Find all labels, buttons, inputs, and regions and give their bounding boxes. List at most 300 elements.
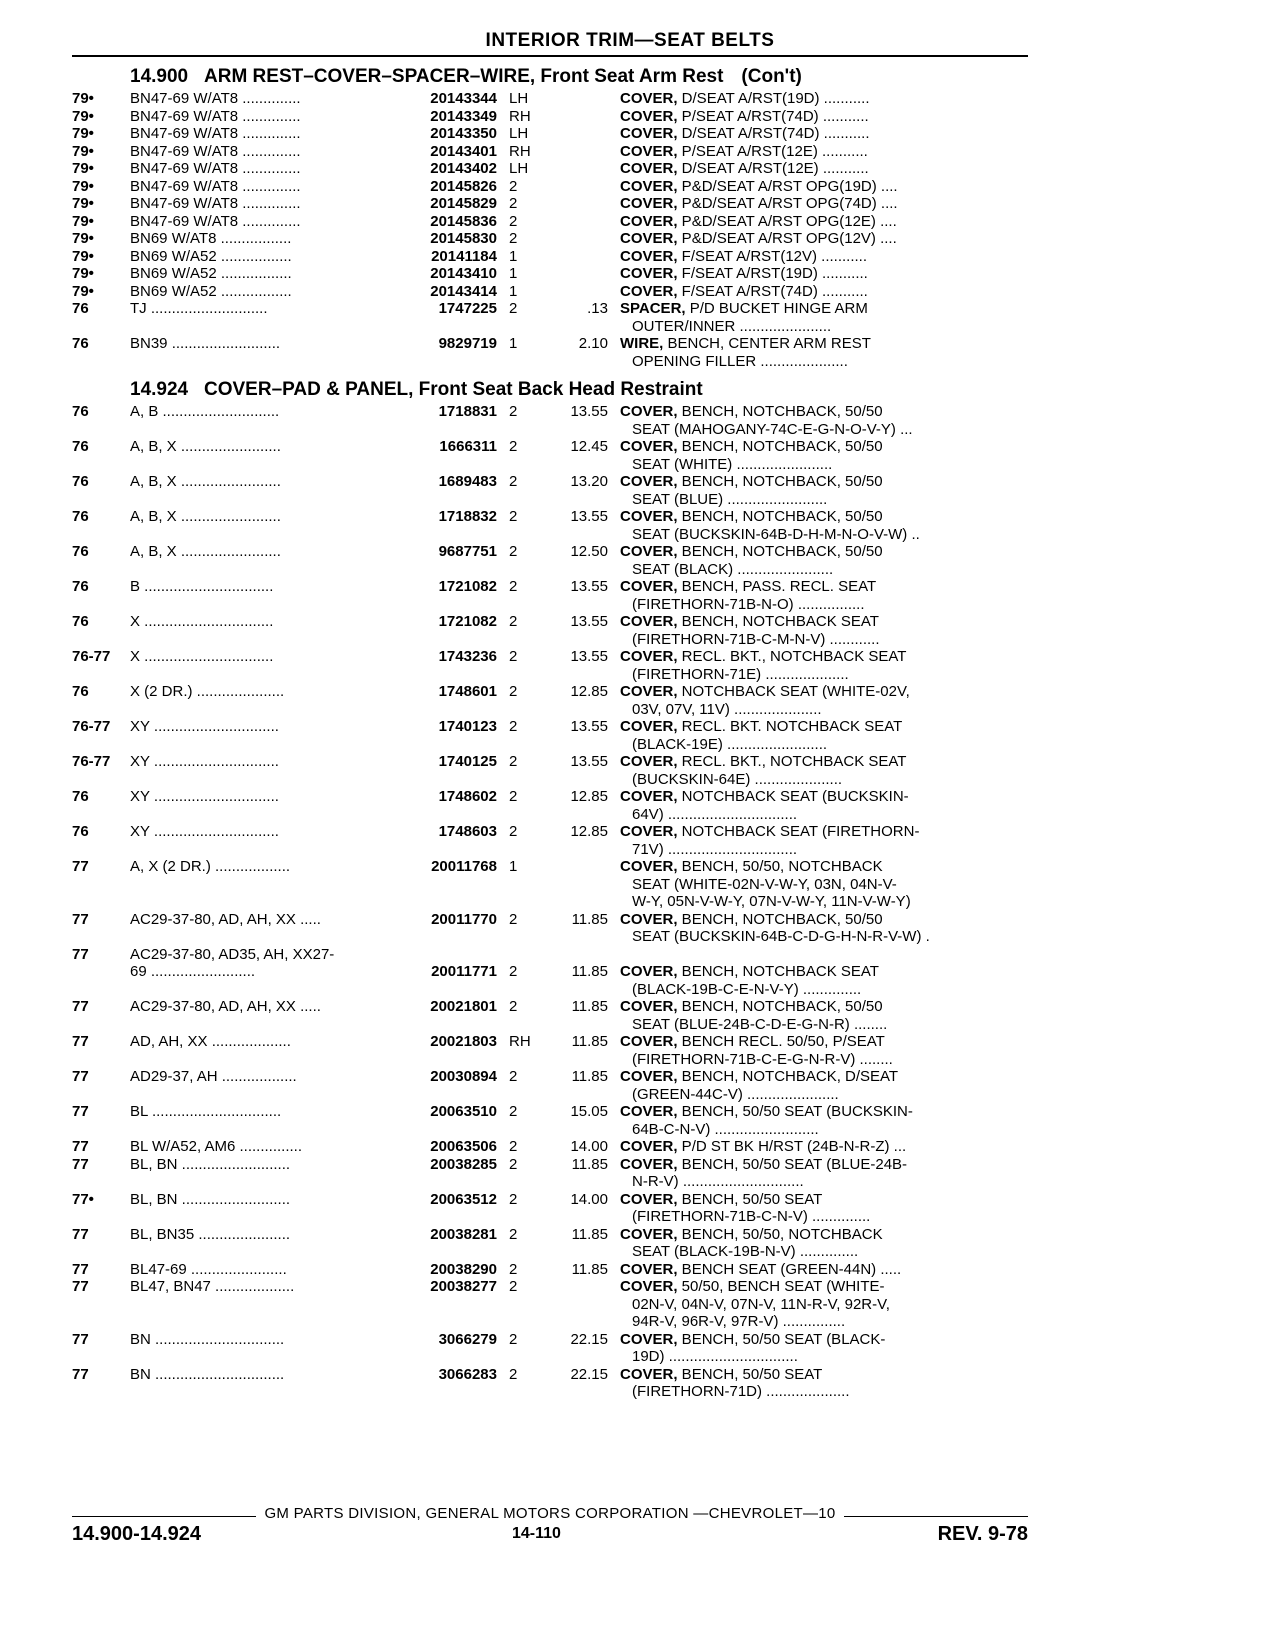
- description-text: F/SEAT A/RST(12V) ...........: [677, 247, 868, 265]
- quantity: 2: [509, 212, 518, 230]
- description-line: [620, 858, 1028, 876]
- description: [620, 1033, 1028, 1068]
- figure-number: [72, 963, 130, 998]
- description-line: [620, 213, 1028, 231]
- parts-row: [72, 613, 1028, 648]
- parts-row: [72, 998, 1028, 1033]
- part-number: 1740125: [438, 753, 497, 770]
- quantity: 2: [509, 543, 518, 560]
- description-line: [620, 143, 1028, 161]
- model-code: BN47-69 W/AT8 ..............: [130, 212, 301, 230]
- description-text: SEAT (BLACK) .......................: [632, 560, 834, 578]
- parts-row: [72, 335, 1028, 370]
- description-keyword: COVER,: [620, 718, 678, 735]
- figure-number: 77: [72, 1033, 89, 1050]
- parts-row: [72, 753, 1028, 788]
- description-line: [620, 1103, 1028, 1121]
- price: [550, 160, 620, 178]
- description: [620, 248, 1028, 266]
- description-keyword: COVER,: [620, 230, 678, 247]
- description: [620, 473, 1028, 508]
- part-number: 20063512: [430, 1190, 497, 1208]
- quantity: LH: [509, 125, 529, 142]
- model-code: AD, AH, XX ...................: [130, 1033, 291, 1050]
- section-title-label: COVER–PAD & PANEL, Front Seat Back Head Restraint: [204, 379, 703, 400]
- quantity: 1: [509, 858, 518, 875]
- description-text: 02N-V, 04N-V, 07N-V, 11N-R-V, 92R-V,: [632, 1295, 890, 1313]
- figure-number: 76-77: [72, 648, 111, 665]
- description: [620, 300, 1028, 335]
- description-line: [620, 265, 1028, 283]
- description-line: [620, 1191, 1028, 1209]
- figure-number: 77: [72, 998, 89, 1015]
- description-text: 64V) ...............................: [632, 805, 798, 823]
- figure-number: 79•: [72, 107, 94, 125]
- model-code: XY ..............................: [130, 753, 279, 770]
- footer-page-number: 14-110: [512, 1525, 561, 1542]
- quantity: 2: [509, 998, 518, 1015]
- description-line: [620, 928, 1028, 946]
- description: [620, 195, 1028, 213]
- description-keyword: COVER,: [620, 543, 678, 560]
- description-keyword: COVER,: [620, 858, 678, 875]
- description-line: [620, 195, 1028, 213]
- page-header-title: INTERIOR TRIM—SEAT BELTS: [485, 30, 775, 51]
- figure-number: 77: [72, 945, 89, 963]
- description-keyword: COVER,: [620, 998, 678, 1015]
- description-text: SEAT (BLACK-19B-N-V) ..............: [632, 1243, 859, 1260]
- description-keyword: COVER,: [620, 963, 678, 980]
- price: [550, 195, 620, 213]
- description-text: BENCH, NOTCHBACK SEAT: [677, 963, 879, 980]
- model-code: BN47-69 W/AT8 ..............: [130, 107, 301, 125]
- quantity: 2: [509, 473, 518, 490]
- description-line: [620, 1086, 1028, 1104]
- description-text: BENCH, 50/50 SEAT (BLUE-24B-: [677, 1155, 908, 1173]
- description-line: [620, 561, 1028, 579]
- quantity: 2: [509, 438, 518, 455]
- description-text: SEAT (BUCKSKIN-64B-D-H-M-N-O-V-W) ..: [632, 525, 920, 543]
- description: [620, 946, 1028, 964]
- description-keyword: COVER,: [620, 142, 678, 160]
- description-text: BENCH RECL. 50/50, P/SEAT: [677, 1033, 885, 1050]
- description-text: (FIRETHORN-71E) ....................: [632, 665, 849, 683]
- figure-number: 79•: [72, 177, 94, 195]
- price: 12.50: [570, 543, 608, 560]
- parts-row: [72, 473, 1028, 508]
- description-line: [620, 90, 1028, 108]
- quantity: RH: [509, 1033, 531, 1050]
- description: [620, 1278, 1028, 1331]
- description-keyword: COVER,: [620, 107, 678, 125]
- price: 13.55: [570, 508, 608, 525]
- quantity: 1: [509, 335, 518, 352]
- price: [550, 213, 620, 231]
- description-line: [620, 911, 1028, 929]
- part-number: 1748601: [438, 683, 497, 700]
- sections-container: [72, 63, 1028, 1401]
- quantity: 1: [509, 265, 518, 282]
- description-line: [620, 893, 1028, 911]
- price: [550, 248, 620, 266]
- price: 11.85: [571, 1033, 608, 1050]
- model-code: BN ...............................: [130, 1330, 285, 1348]
- parts-row: [72, 508, 1028, 543]
- price: 13.55: [570, 753, 608, 770]
- description-text: P&D/SEAT A/RST OPG(19D) ....: [677, 177, 898, 195]
- parts-row: [72, 683, 1028, 718]
- parts-row: [72, 125, 1028, 143]
- description-text: W-Y, 05N-V-W-Y, 07N-V-W-Y, 11N-V-W-Y): [632, 893, 911, 910]
- description-keyword: COVER,: [620, 403, 678, 420]
- quantity: [505, 946, 550, 964]
- description-keyword: COVER,: [620, 683, 678, 700]
- model-code: AC29-37-80, AD, AH, XX .....: [130, 998, 321, 1015]
- parts-row: [72, 543, 1028, 578]
- description: [620, 160, 1028, 178]
- parts-row: [72, 1156, 1028, 1191]
- price: [550, 230, 620, 248]
- description-keyword: COVER,: [620, 1138, 678, 1155]
- description-line: [620, 421, 1028, 439]
- price: [550, 178, 620, 196]
- figure-number: 79•: [72, 265, 94, 282]
- description-text: BENCH, NOTCHBACK, 50/50: [677, 910, 883, 928]
- figure-number: 79•: [72, 142, 94, 160]
- description-keyword: COVER,: [620, 508, 678, 525]
- part-number: 20011770: [431, 910, 497, 928]
- parts-row: [72, 578, 1028, 613]
- quantity: 2: [509, 578, 518, 595]
- description-line: [620, 248, 1028, 266]
- footer-division: GM PARTS DIVISION, GENERAL MOTORS CORPORATION —CHEVROLET—10: [264, 1504, 836, 1522]
- description-text: BENCH, CENTER ARM REST: [663, 335, 871, 352]
- model-code: A, B, X ........................: [130, 543, 281, 560]
- part-number: 1747225: [438, 300, 497, 317]
- description-text: 71V) ...............................: [632, 840, 798, 858]
- description-text: (FIRETHORN-71B-C-M-N-V) ............: [632, 630, 880, 648]
- price: [550, 858, 620, 911]
- description-line: [620, 1121, 1028, 1139]
- description-line: [620, 876, 1028, 894]
- quantity: 2: [509, 823, 518, 840]
- price: 11.85: [571, 910, 608, 928]
- description-text: BENCH, 50/50 SEAT: [677, 1190, 823, 1208]
- description-keyword: COVER,: [620, 613, 678, 630]
- description-text: BENCH, NOTCHBACK, 50/50: [677, 543, 883, 560]
- description-text: BENCH, NOTCHBACK, D/SEAT: [677, 1068, 899, 1085]
- part-number: 20021803: [430, 1033, 497, 1050]
- footer-section-range: 14.900-14.924: [72, 1523, 202, 1545]
- model-code: BL47-69 .......................: [130, 1260, 287, 1278]
- part-number: 20145829: [430, 195, 497, 212]
- parts-row: [72, 213, 1028, 231]
- description-text: (FIRETHORN-71D) ....................: [632, 1383, 850, 1400]
- part-number: 20011771: [431, 963, 497, 980]
- description-line: [620, 666, 1028, 684]
- description-text: 94R-V, 96R-V, 97R-V) ...............: [632, 1313, 846, 1330]
- description: [620, 1366, 1028, 1401]
- parts-row: [72, 108, 1028, 126]
- price: [550, 108, 620, 126]
- description-line: [620, 353, 1028, 371]
- figure-number: 79•: [72, 125, 94, 142]
- description-line: [620, 981, 1028, 999]
- figure-number: 77: [72, 1155, 89, 1173]
- parts-row: [72, 1331, 1028, 1366]
- description-text: (BLACK-19B-C-E-N-V-Y) ..............: [632, 980, 862, 998]
- description-text: BENCH, PASS. RECL. SEAT: [677, 578, 877, 595]
- description-line: [620, 1243, 1028, 1261]
- description-line: [620, 300, 1028, 318]
- description-text: SEAT (WHITE) .......................: [632, 455, 833, 473]
- description-line: [620, 125, 1028, 143]
- section-title-text: [204, 376, 1028, 403]
- parts-row: [72, 265, 1028, 283]
- model-code: AC29-37-80, AD, AH, XX .....: [130, 910, 321, 928]
- description-line: [620, 1051, 1028, 1069]
- model-code: BN47-69 W/AT8 ..............: [130, 125, 301, 142]
- figure-number: 76: [72, 473, 89, 490]
- description-line: [620, 230, 1028, 248]
- part-number: [400, 946, 505, 964]
- parts-row: [72, 248, 1028, 266]
- description-keyword: COVER,: [620, 1068, 678, 1085]
- part-number: 20038277: [430, 1278, 497, 1295]
- quantity: 1: [509, 282, 518, 300]
- description-text: P&D/SEAT A/RST OPG(12E) ....: [677, 212, 897, 230]
- description-line: [620, 631, 1028, 649]
- description-keyword: COVER,: [620, 195, 678, 212]
- parts-row: [72, 858, 1028, 911]
- figure-number: 79•: [72, 247, 94, 265]
- description-text: P/SEAT A/RST(74D) ...........: [677, 107, 869, 125]
- figure-number: 76: [72, 788, 89, 805]
- page-footer: [72, 1503, 1028, 1545]
- description-line: [620, 1016, 1028, 1034]
- parts-row: [72, 90, 1028, 108]
- parts-row: [72, 160, 1028, 178]
- description-keyword: COVER,: [620, 265, 678, 282]
- description: [620, 108, 1028, 126]
- footer-division-line: [72, 1503, 1028, 1523]
- description: [620, 1261, 1028, 1279]
- description-text: BENCH, 50/50 SEAT (BUCKSKIN-: [677, 1103, 913, 1120]
- description-keyword: COVER,: [620, 1330, 678, 1348]
- description: [620, 1103, 1028, 1138]
- description: [620, 265, 1028, 283]
- description-line: [620, 456, 1028, 474]
- model-code: BN69 W/AT8 .................: [130, 230, 292, 247]
- model-code: BN39 ..........................: [130, 335, 281, 352]
- quantity: 2: [509, 718, 518, 735]
- parts-row: [72, 1261, 1028, 1279]
- description: [620, 403, 1028, 438]
- figure-number: 76: [72, 438, 89, 455]
- description-text: BENCH, 50/50 SEAT: [677, 1365, 823, 1383]
- price: 14.00: [570, 1190, 608, 1208]
- price: 13.55: [570, 648, 608, 665]
- header-rule: [72, 55, 1028, 57]
- model-code: BL47, BN47 ...................: [130, 1278, 295, 1295]
- description-keyword: COVER,: [620, 1278, 678, 1295]
- quantity: RH: [509, 107, 531, 125]
- description-keyword: COVER,: [620, 753, 678, 770]
- description: [620, 1191, 1028, 1226]
- parts-row: [72, 911, 1028, 946]
- model-code: A, B ............................: [130, 403, 280, 420]
- footer-rule-right: [844, 1516, 1028, 1517]
- part-number: 20141184: [431, 247, 497, 265]
- parts-row: [72, 1068, 1028, 1103]
- price: [550, 1278, 620, 1331]
- parts-row: [72, 1033, 1028, 1068]
- description-line: [620, 841, 1028, 859]
- footer-rule-left: [72, 1516, 256, 1517]
- part-number: 20143349: [430, 107, 497, 125]
- description-text: RECL. BKT., NOTCHBACK SEAT: [677, 648, 907, 665]
- figure-number: 77: [72, 1278, 89, 1295]
- quantity: 2: [509, 1260, 518, 1278]
- description-keyword: COVER,: [620, 578, 678, 595]
- part-number: 1689483: [438, 473, 497, 490]
- price: 12.85: [570, 823, 608, 840]
- model-code: A, B, X ........................: [130, 473, 281, 490]
- description-line: [620, 160, 1028, 178]
- part-number: 3066279: [438, 1330, 497, 1348]
- figure-number: 76: [72, 300, 89, 317]
- description-line: [620, 283, 1028, 301]
- description-keyword: COVER,: [620, 1365, 678, 1383]
- parts-row: [72, 195, 1028, 213]
- model-code: BL, BN ..........................: [130, 1190, 291, 1208]
- section-heading: [72, 376, 1028, 403]
- parts-row: [72, 403, 1028, 438]
- figure-number: 79•: [72, 90, 94, 107]
- model-code: BN47-69 W/AT8 ..............: [130, 177, 301, 195]
- description-text: D/SEAT A/RST(19D) ...........: [677, 90, 870, 107]
- description-text: OUTER/INNER ......................: [632, 317, 832, 335]
- model-code: BN ...............................: [130, 1365, 285, 1383]
- description-keyword: COVER,: [620, 823, 678, 840]
- description-text: RECL. BKT., NOTCHBACK SEAT: [677, 753, 907, 770]
- model-code: BN47-69 W/AT8 ..............: [130, 142, 301, 160]
- part-number: 20021801: [430, 998, 497, 1015]
- price: [550, 283, 620, 301]
- model-code: AD29-37, AH ..................: [130, 1068, 297, 1085]
- figure-number: 77: [72, 1068, 89, 1085]
- description-text: F/SEAT A/RST(74D) ...........: [677, 282, 868, 300]
- figure-number: 77: [72, 1330, 89, 1348]
- description: [620, 1138, 1028, 1156]
- figure-number: 77: [72, 1225, 89, 1243]
- model-code: A, X (2 DR.) ..................: [130, 858, 291, 875]
- description-text: P&D/SEAT A/RST OPG(74D) ....: [677, 195, 898, 212]
- price: 12.85: [570, 788, 608, 805]
- description: [620, 613, 1028, 648]
- description-line: [620, 335, 1028, 353]
- description: [620, 143, 1028, 161]
- description-line: [620, 718, 1028, 736]
- description-text: NOTCHBACK SEAT (WHITE-02V,: [677, 683, 910, 700]
- description-line: [620, 1226, 1028, 1244]
- description-keyword: COVER,: [620, 438, 678, 455]
- description: [620, 1226, 1028, 1261]
- description-line: [620, 543, 1028, 561]
- description: [620, 1156, 1028, 1191]
- part-number: 20038285: [430, 1155, 497, 1173]
- part-number: 20145830: [430, 230, 497, 247]
- parts-row: [72, 283, 1028, 301]
- description-line: [620, 1208, 1028, 1226]
- figure-number: 76-77: [72, 718, 111, 735]
- model-code: XY ..............................: [130, 718, 279, 735]
- description-keyword: COVER,: [620, 282, 678, 300]
- price: 14.00: [570, 1138, 608, 1155]
- price: 11.85: [571, 1068, 608, 1085]
- description-line: [620, 1156, 1028, 1174]
- figure-number: 77: [72, 1365, 89, 1383]
- description-line: [620, 613, 1028, 631]
- description-keyword: COVER,: [620, 473, 678, 490]
- part-number: 20030894: [430, 1068, 497, 1085]
- figure-number: 77•: [72, 1190, 94, 1208]
- description-line: [620, 701, 1028, 719]
- part-number: 20145826: [430, 177, 497, 195]
- description-text: BENCH, NOTCHBACK, 50/50: [677, 508, 883, 525]
- description-text: (GREEN-44C-V) ......................: [632, 1085, 839, 1103]
- description-line: [620, 788, 1028, 806]
- quantity: 2: [509, 1278, 518, 1295]
- description-text: SEAT (BLUE-24B-C-D-E-G-N-R) ........: [632, 1015, 888, 1033]
- description-text: BENCH, NOTCHBACK, 50/50: [677, 998, 883, 1015]
- price: 22.15: [570, 1330, 608, 1348]
- part-number: 1718831: [438, 403, 497, 420]
- part-number: 20143410: [430, 265, 497, 282]
- description: [620, 213, 1028, 231]
- description-text: P/SEAT A/RST(12E) ...........: [677, 142, 868, 160]
- description-line: [620, 508, 1028, 526]
- price: 11.85: [571, 963, 608, 980]
- quantity: 1: [509, 247, 518, 265]
- part-number: 20143401: [430, 142, 497, 160]
- parts-row: [72, 788, 1028, 823]
- section-title-label: ARM REST–COVER–SPACER–WIRE, Front Seat Arm Rest: [204, 66, 724, 87]
- part-number: 20063506: [430, 1138, 497, 1155]
- model-code: X ...............................: [130, 648, 274, 665]
- description-text: (BLACK-19E) ........................: [632, 735, 828, 753]
- model-code: BN47-69 W/AT8 ..............: [130, 195, 301, 212]
- price: 15.05: [570, 1103, 608, 1120]
- description: [620, 508, 1028, 543]
- description-text: F/SEAT A/RST(19D) ...........: [677, 265, 868, 282]
- description-line: [620, 1331, 1028, 1349]
- quantity: 2: [509, 1068, 518, 1085]
- price: 22.15: [570, 1365, 608, 1383]
- quantity: LH: [509, 90, 529, 107]
- description-text: SEAT (BLUE) ........................: [632, 490, 828, 508]
- price: [550, 143, 620, 161]
- model-code: BN47-69 W/AT8 ..............: [130, 160, 301, 177]
- model-code: BN69 W/A52 .................: [130, 282, 292, 300]
- footer-bottom: [72, 1523, 1028, 1545]
- description-text: 03V, 07V, 11V) .....................: [632, 700, 822, 718]
- quantity: 2: [509, 1330, 518, 1348]
- description-keyword: COVER,: [620, 1190, 678, 1208]
- description-keyword: SPACER,: [620, 300, 686, 317]
- part-number: 1748602: [438, 788, 497, 805]
- description-line: [620, 578, 1028, 596]
